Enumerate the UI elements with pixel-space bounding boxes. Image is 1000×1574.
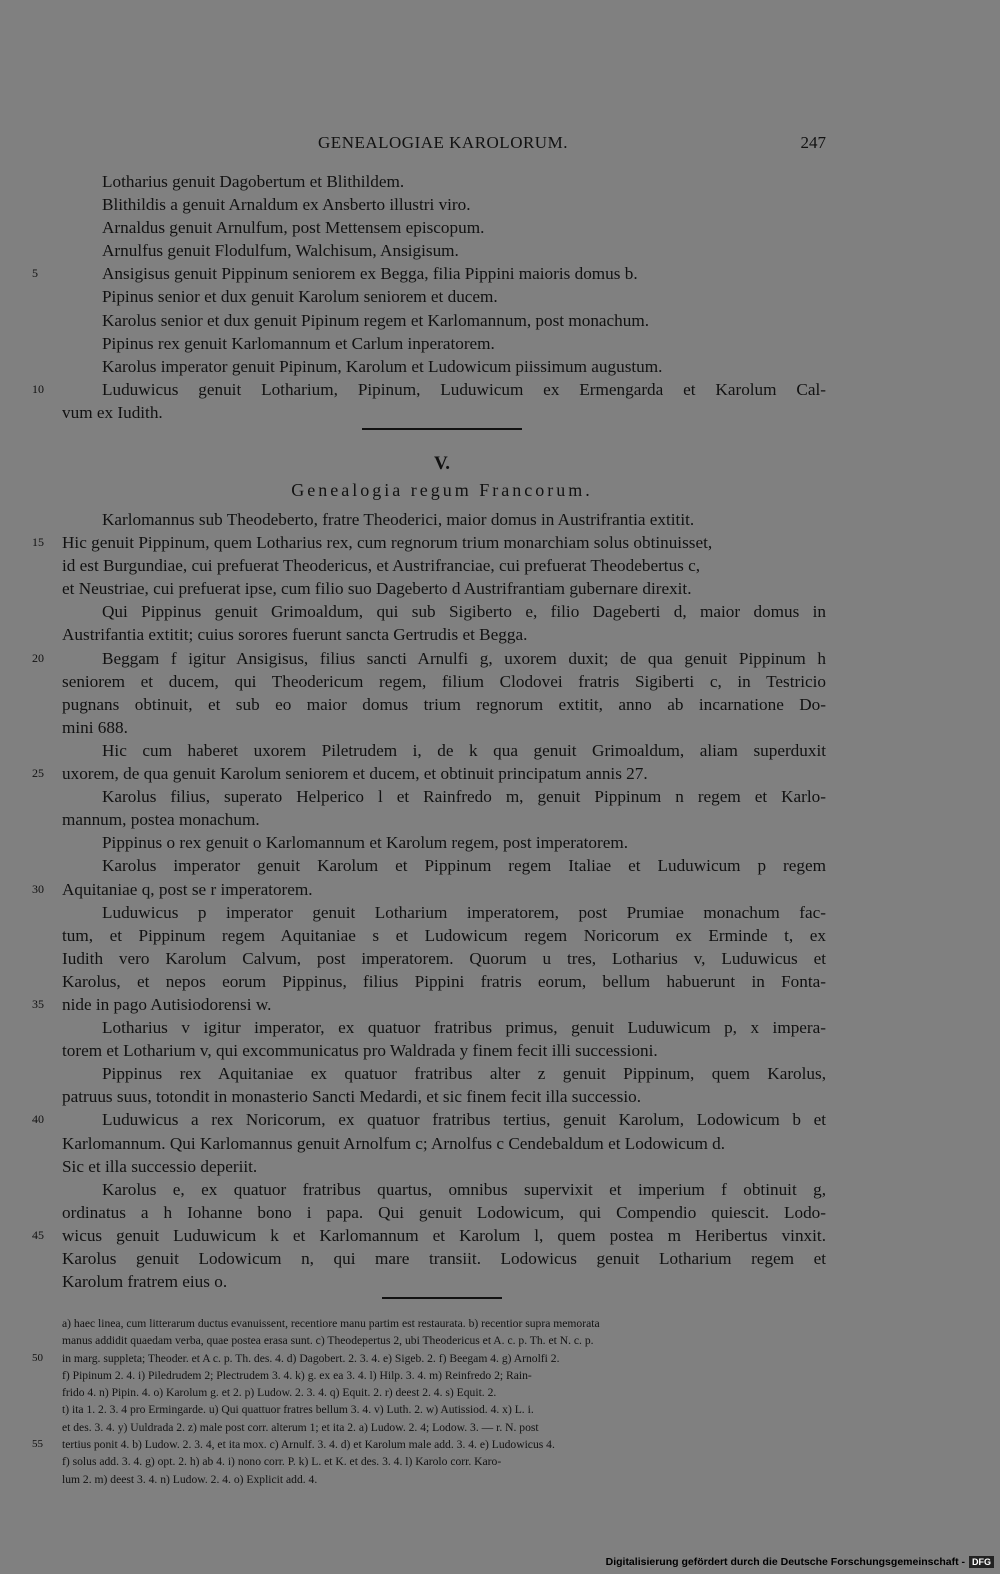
footnote-line-text: t) ita 1. 2. 3. 4 pro Ermingarde. u) Qui quattuor fratres bellum 3. 4. v) Luth. 2. w) Autissiod. 4. x) L. i.: [62, 1403, 534, 1417]
text-line: [62, 970, 826, 993]
text-line-text: Ansigisus genuit Pippinum seniorem ex Begga, filia Pippini maioris domus b.: [102, 264, 638, 284]
text-line: [32, 993, 826, 1016]
text-line-text: Luduwicus a rex Noricorum, ex quatuor fratribus tertius, genuit Karolum, Lodowicum b et: [102, 1110, 826, 1130]
text-line: [62, 716, 826, 739]
text-line-text: Karlomannus sub Theodeberto, fratre Theoderici, maior domus in Austrifrantia extitit.: [102, 510, 695, 529]
text-line-text: Aquitaniae q, post se r imperatorem.: [62, 879, 313, 899]
text-line-text: Karolus filius, superato Helperico l et Rainfredo m, genuit Pippinum n regem et Karlo-: [102, 787, 826, 807]
text-line: [62, 693, 826, 716]
text-line-text: Karolus imperator genuit Pipinum, Karolum et Ludowicum piissimum augustum.: [102, 356, 663, 376]
text-line-text: Hic genuit Pippinum, quem Lotharius rex, cum regnorum trium monarchiam solus obtinuisset,: [62, 533, 713, 553]
footnote-line: [62, 1453, 826, 1470]
text-line-text: Pippinus o rex genuit o Karlomannum et Karolum regem, post imperatorem.: [102, 833, 629, 853]
line-number: 15: [32, 535, 44, 550]
text-line: [62, 508, 826, 531]
text-line-text: Karolus senior et dux genuit Pipinum regem et Karlomannum, post monachum.: [102, 310, 650, 330]
footnote-line-text: lum 2. m) deest 3. 4. n) Ludow. 2. 4. o) Explicit add. 4.: [62, 1472, 318, 1486]
text-line-text: Hic cum haberet uxorem Piletrudem i, de k qua genuit Grimoaldum, aliam superduxit: [102, 740, 826, 760]
text-line: [32, 647, 826, 670]
dfg-logo: DFG: [969, 1556, 994, 1568]
text-line-text: et Neustriae, cui prefuerat ipse, cum filio suo Dageberto d Austrifrantiam gubernare direxit.: [62, 579, 692, 599]
text-line: [32, 378, 826, 401]
text-line-text: Luduwicus p imperator genuit Lotharium imperatorem, post Prumiae monachum fac-: [102, 902, 826, 922]
text-line: [32, 1224, 826, 1247]
text-line: [62, 739, 826, 762]
text-line: [62, 670, 826, 693]
footnote-line: [32, 1436, 826, 1453]
footnote-line: [62, 1315, 826, 1332]
footnote-line: [62, 1471, 826, 1488]
text-line-text: Arnulfus genuit Flodulfum, Walchisum, Ansigisum.: [102, 241, 459, 261]
footnote-line-text: a) haec linea, cum litterarum ductus evanuissent, recentiore manu partim est restaurata. b) recentior supra memorata: [62, 1317, 600, 1330]
footnotes: [32, 1315, 826, 1488]
text-line: [62, 1247, 826, 1270]
footnote-line: [32, 1350, 826, 1367]
text-line-text: Karolus imperator genuit Karolum et Pippinum regem Italiae et Luduwicum p regem: [102, 856, 826, 876]
footnote-line-text: manus addidit quaedam verba, quae postea erasa sunt. c) Theodepertus 2, ubi Theodericus et A. c. p. Th. et N. c. p.: [62, 1334, 594, 1348]
text-line-text: Karolum fratrem eius o.: [62, 1272, 228, 1292]
text-line: [62, 554, 826, 577]
text-line: [62, 239, 826, 262]
text-line: [62, 623, 826, 646]
text-line: [62, 170, 826, 193]
text-line: [62, 1132, 826, 1155]
line-number: 30: [32, 881, 44, 896]
text-line: [32, 878, 826, 901]
text-line: [62, 854, 826, 877]
text-line-text: Qui Pippinus genuit Grimoaldum, qui sub Sigiberto e, filio Dageberti d, maior domus in: [102, 602, 826, 622]
footnote-line: [62, 1419, 826, 1436]
text-line-text: Lotharius genuit Dagobertum et Blithildem.: [102, 172, 405, 191]
text-line: [62, 947, 826, 970]
section-divider-bottom: [382, 1297, 502, 1299]
line-number: 25: [32, 766, 44, 781]
text-line-text: Karlomannum. Qui Karlomannus genuit Arnolfum c; Arnolfus c Cendebaldum et Lodowicum d.: [62, 1133, 726, 1153]
line-number: 10: [32, 381, 44, 396]
page-number: 247: [800, 133, 826, 152]
text-line-text: tum, et Pippinum regem Aquitaniae s et Ludowicum regem Noricorum ex Erminde t, ex: [62, 925, 826, 945]
text-line: [62, 901, 826, 924]
text-line: [62, 332, 826, 355]
footnote-line: [62, 1367, 826, 1384]
footnote-line-text: et des. 3. 4. y) Uuldrada 2. z) male post corr. alterum 1; et ita 2. a) Ludow. 2. 4; Lodow. 3. — r. N. post: [62, 1420, 539, 1434]
text-line: [62, 785, 826, 808]
text-line-text: vum ex Iudith.: [62, 402, 163, 422]
text-line-text: seniorem et ducem, qui Theodericum regem, filium Clodovei fratris Sigiberti c, in Testricio: [62, 671, 826, 691]
text-line: [62, 309, 826, 332]
footnote-line-text: in marg. suppleta; Theoder. et A c. p. Th. des. 4. d) Dagobert. 2. 3. 4. e) Sigeb. 2. f) Beegam 4. g) Arnolfi 2.: [62, 1351, 560, 1365]
text-line: [62, 285, 826, 308]
footnote-line-text: f) Pipinum 2. 4. i) Piledrudem 2; Plectrudem 3. 4. k) g. ex ea 3. 4. l) Hilp. 3. 4. m) Reinfredo 2; Rain-: [62, 1368, 532, 1382]
text-line-text: Luduwicus genuit Lotharium, Pipinum, Luduwicum ex Ermengarda et Karolum Cal-: [102, 379, 826, 399]
text-line-text: Pippinus rex Aquitaniae ex quatuor fratribus alter z genuit Pippinum, quem Karolus,: [102, 1064, 826, 1084]
text-line: [62, 1178, 826, 1201]
text-line: [62, 193, 826, 216]
text-line-text: uxorem, de qua genuit Karolum seniorem et ducem, et obtinuit principatum annis 27.: [62, 764, 648, 784]
line-number: 50: [32, 1351, 43, 1364]
text-line-text: Blithildis a genuit Arnaldum ex Ansberto illustri viro.: [102, 195, 471, 215]
main-text: [32, 508, 826, 1293]
footnote-line: [62, 1384, 826, 1401]
text-line: [62, 1062, 826, 1085]
credit-text: Digitalisierung gefördert durch die Deutsche Forschungsgemeinschaft -: [605, 1556, 965, 1568]
text-line: [62, 831, 826, 854]
text-line: [62, 600, 826, 623]
digitization-credit: [606, 1554, 994, 1570]
text-line: [62, 924, 826, 947]
text-line-text: mannum, postea monachum.: [62, 810, 260, 830]
text-line: [62, 1085, 826, 1108]
footnote-line-text: f) solus add. 3. 4. g) opt. 2. h) ab 4. i) nono corr. P. k) L. et K. et des. 3. 4. l) Karolo corr. Karo-: [62, 1455, 502, 1469]
running-title: GENEALOGIAE KAROLORUM.: [318, 133, 568, 152]
page-header: [60, 133, 826, 155]
text-line: [62, 808, 826, 831]
text-line: [62, 577, 826, 600]
text-line: [32, 762, 826, 785]
section-number: V.: [433, 453, 451, 474]
text-line-text: nide in pago Autisiodorensi w.: [62, 994, 272, 1014]
text-line-text: mini 688.: [62, 717, 128, 737]
text-line-text: torem et Lotharium v, qui excommunicatus pro Waldrada y finem fecit illi successioni.: [62, 1041, 658, 1061]
text-line-text: wicus genuit Luduwicum k et Karlomannum et Karolum l, quem postea m Heribertus vinxit.: [62, 1225, 826, 1245]
text-line-text: Karolus, et nepos eorum Pippinus, filius Pippini fratris eorum, bellum habuerunt in Fonta-: [62, 971, 826, 991]
text-line: [62, 1155, 826, 1178]
text-line: [62, 401, 826, 424]
footnote-line-text: tertius ponit 4. b) Ludow. 2. 3. 4, et ita mox. c) Arnulf. 3. 4. d) et Karolum male add. 3. 4. e) Ludowicus 4.: [62, 1438, 555, 1452]
intro-genealogy: [32, 170, 826, 424]
line-number: 35: [32, 996, 44, 1011]
text-line-text: Karolus genuit Lodowicum n, qui mare transiit. Lodowicus genuit Lotharium regem et: [62, 1249, 826, 1268]
text-line-text: patruus suus, totondit in monasterio Sancti Medardi, et sic finem fecit illa successio.: [62, 1087, 642, 1107]
text-line-text: Iudith vero Karolum Calvum, post imperatorem. Quorum u tres, Lotharius v, Luduwicus et: [62, 948, 826, 968]
text-line: [32, 531, 826, 554]
text-line: [62, 1039, 826, 1062]
line-number: 5: [32, 266, 38, 281]
footnote-line-text: frido 4. n) Pipin. 4. o) Karolum g. et 2. p) Ludow. 2. 3. 4. q) Equit. 2. r) deest 2. 4. s) Equit. 2.: [62, 1386, 497, 1400]
line-number: 55: [32, 1438, 43, 1451]
text-line-text: Karolus e, ex quatuor fratribus quartus, omnibus supervixit et imperium f obtinuit g,: [102, 1179, 826, 1199]
text-line-text: Sic et illa successio deperiit.: [62, 1156, 258, 1176]
section-title: Genealogia regum Francorum.: [291, 480, 593, 500]
section-divider-top: [362, 428, 522, 430]
text-line: [62, 1016, 826, 1039]
text-line: [62, 1270, 826, 1293]
text-line-text: Pipinus rex genuit Karlomannum et Carlum inperatorem.: [102, 333, 495, 353]
text-line: [62, 216, 826, 239]
text-line-text: Lotharius v igitur imperator, ex quatuor fratribus primus, genuit Luduwicum p, x impera-: [102, 1018, 826, 1038]
line-number: 40: [32, 1112, 44, 1127]
text-line-text: Arnaldus genuit Arnulfum, post Mettensem episcopum.: [102, 218, 485, 238]
text-line: [62, 1201, 826, 1224]
text-line-text: Pipinus senior et dux genuit Karolum seniorem et ducem.: [102, 287, 498, 307]
text-line-text: Beggam f igitur Ansigisus, filius sancti Arnulfi g, uxorem duxit; de qua genuit Pippinum h: [102, 648, 826, 668]
text-line-text: Austrifantia extitit; cuius sorores fuerunt sancta Gertrudis et Begga.: [62, 625, 528, 645]
footnote-line: [62, 1332, 826, 1349]
text-line: [62, 355, 826, 378]
text-line-text: pugnans obtinuit, et sub eo maior domus trium regnorum extitit, anno ab incarnatione Do-: [62, 694, 826, 714]
line-number: 45: [32, 1227, 44, 1242]
line-number: 20: [32, 650, 44, 665]
footnote-line: [62, 1401, 826, 1418]
text-line-text: ordinatus a h Iohanne bono i papa. Qui genuit Lodowicum, qui Compendio quiescit. Lodo-: [62, 1202, 826, 1222]
text-line: [32, 1108, 826, 1131]
text-line: [32, 262, 826, 285]
text-line-text: id est Burgundiae, cui prefuerat Theodericus, et Austrifranciae, cui prefuerat Theodebertus c,: [62, 556, 701, 576]
